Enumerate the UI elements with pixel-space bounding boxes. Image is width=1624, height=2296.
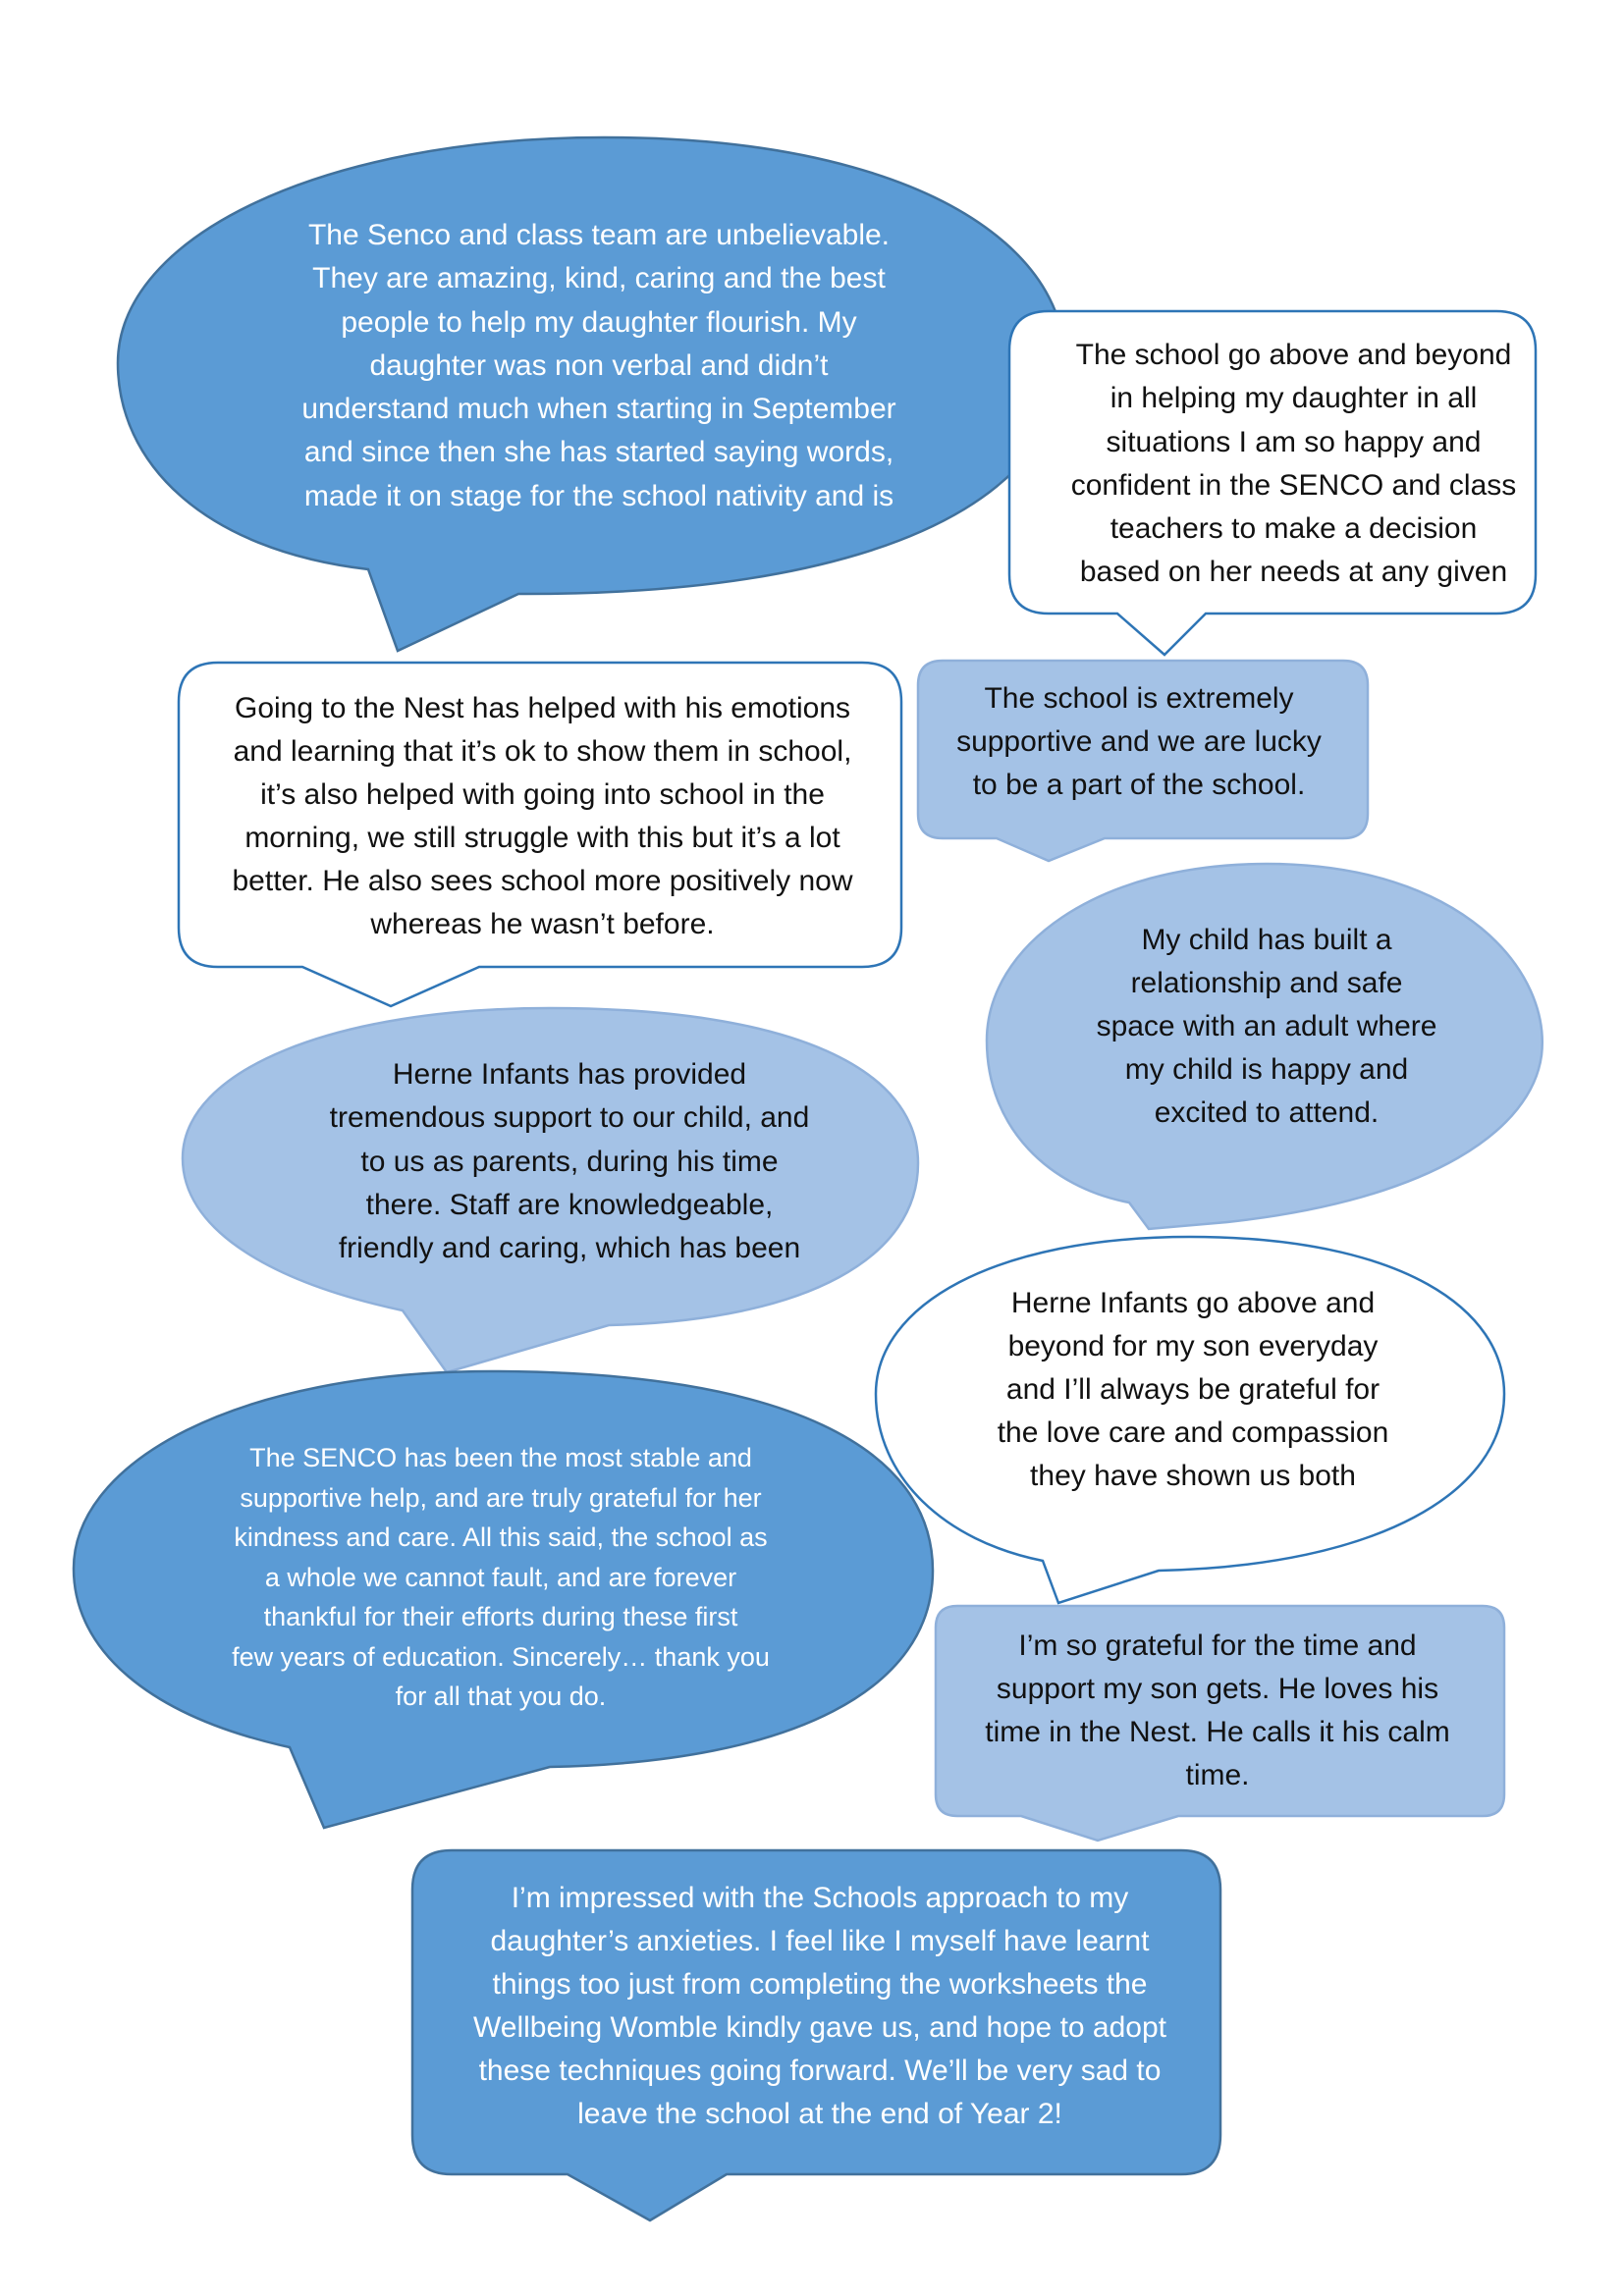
comment-above-and-beyond-daughter: The school go above and beyond in helping my daughter in all situations I am so happy and confident in the SENCO and class teachers to make a decision based on her needs at any given bbox=[1070, 339, 1517, 589]
comment-tremendous-support: Herne Infants has provided tremendous support to our child, and to us as parents, during his time there. Staff are knowledgeable, friendly and caring, which has been bbox=[329, 1058, 810, 1265]
comment-senco-class-team: The Senco and class team are unbelievable. They are amazing, kind, caring and the best people to help my daughter flourish. My daughter was non verbal and didn’t understand much when starting in September and since then she has started saying words, made it on stage for the school nativity and is bbox=[301, 219, 896, 512]
comment-nest-calm-time: I’m so grateful for the time and support my son gets. He loves his time in the Nest. He calls it his calm time. bbox=[985, 1629, 1450, 1791]
comment-relationship-safe-space: My child has built a relationship and safe space with an adult where my child is happy and excited to attend. bbox=[1096, 924, 1437, 1129]
comment-wellbeing-womble: I’m impressed with the Schools approach to my daughter’s anxieties. I feel like I myself have learnt things too just from completing the worksheets the Wellbeing Womble kindly gave us, and hope to adopt these techniques going forward. We’ll be very sad to leave the school at the end of Year 2! bbox=[472, 1882, 1166, 2130]
comment-senco-stable-help: The SENCO has been the most stable and supportive help, and are truly grateful for her kindness and care. All this said, the school as a whole we cannot fault, and are forever thankful for their efforts during these first few years of education. Sincerely… thank you for all that you do. bbox=[232, 1443, 770, 1711]
comment-above-and-beyond-son: Herne Infants go above and beyond for my son everyday and I’ll always be grateful for the love care and compassion they have shown us both bbox=[997, 1287, 1389, 1492]
comment-going-to-the-nest: Going to the Nest has helped with his emotions and learning that it’s ok to show them in school, it’s also helped with going into school in the morning, we still struggle with this but it’s a lot better. He also sees school more positively now whereas he wasn’t before. bbox=[232, 692, 853, 940]
comment-extremely-supportive: The school is extremely supportive and we are lucky to be a part of the school. bbox=[956, 682, 1322, 801]
